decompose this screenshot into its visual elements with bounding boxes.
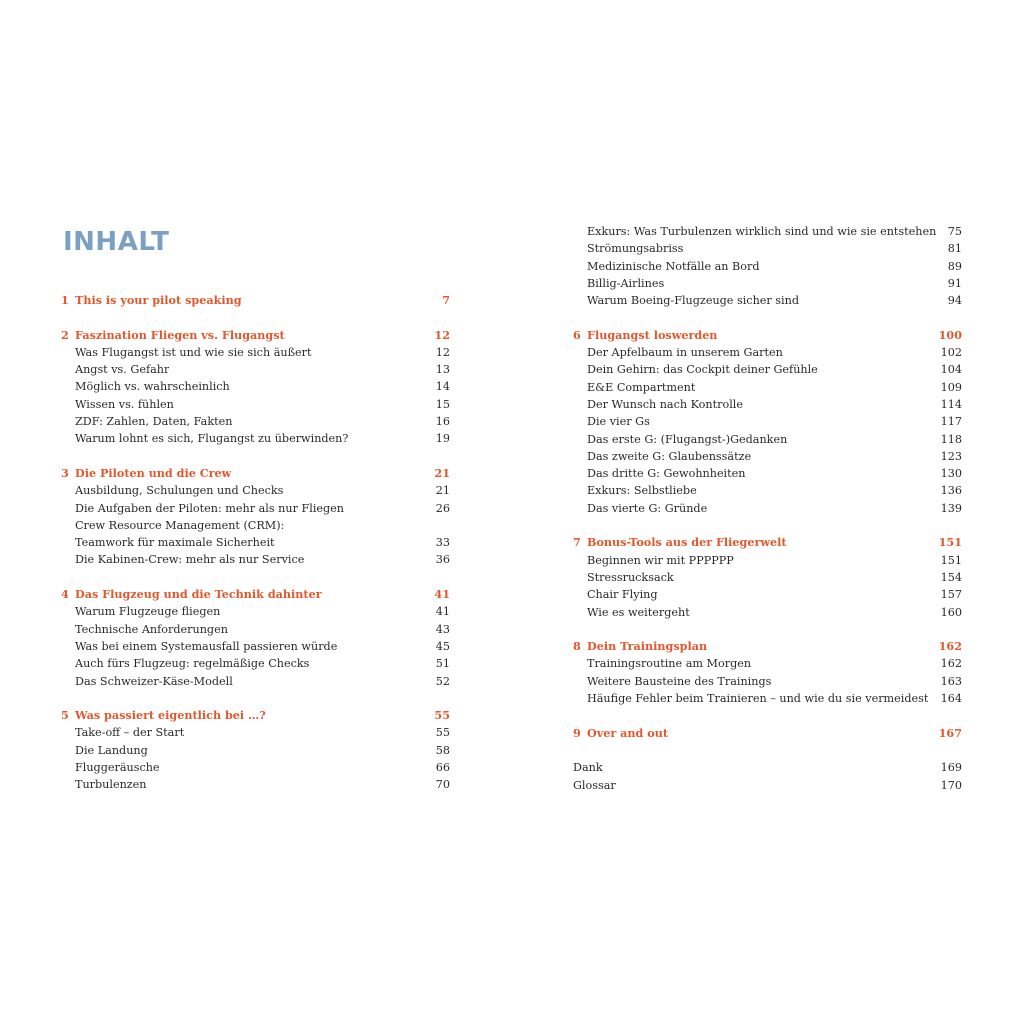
entry-page: 169 bbox=[940, 761, 962, 775]
entry-page: 91 bbox=[947, 276, 962, 290]
entry-title: Trainingsroutine am Morgen bbox=[587, 657, 752, 671]
toc-entry bbox=[61, 344, 450, 361]
toc-section bbox=[573, 725, 962, 742]
toc-section bbox=[61, 292, 450, 309]
chapter-page: 12 bbox=[434, 327, 450, 342]
chapter-number: 6 bbox=[573, 327, 581, 342]
entry-page: 36 bbox=[435, 553, 450, 567]
entry-page: 154 bbox=[940, 570, 962, 584]
entry-page: 45 bbox=[435, 639, 450, 653]
toc-section bbox=[61, 465, 450, 569]
toc-entry bbox=[61, 621, 450, 638]
chapter-page: 7 bbox=[442, 293, 450, 307]
entry-title: Chair Flying bbox=[587, 588, 658, 602]
entry-page: 12 bbox=[435, 345, 450, 359]
entry-page: 15 bbox=[435, 397, 450, 411]
entry-title: Auch fürs Flugzeug: regelmäßige Checks bbox=[75, 657, 310, 671]
entry-page: 162 bbox=[940, 657, 962, 671]
entry-page: 75 bbox=[947, 225, 962, 238]
entry-page: 130 bbox=[940, 467, 962, 481]
chapter-page: 100 bbox=[938, 327, 962, 342]
entry-title: Das erste G: (Flugangst-)Gedanken bbox=[587, 432, 788, 446]
toc-entry bbox=[61, 361, 450, 378]
chapter-heading bbox=[573, 534, 962, 551]
entry-page: 117 bbox=[940, 415, 962, 429]
toc-entry bbox=[573, 655, 962, 672]
entry-title: Dank bbox=[573, 761, 603, 775]
entry-page: 118 bbox=[940, 432, 962, 446]
toc-entry bbox=[61, 500, 450, 517]
toc-entry bbox=[573, 552, 962, 569]
toc-section bbox=[573, 534, 962, 620]
toc-entry bbox=[573, 465, 962, 482]
toc-section bbox=[573, 327, 962, 517]
toc-entry bbox=[573, 379, 962, 396]
toc-section-continued bbox=[573, 223, 962, 309]
chapter-title: This is your pilot speaking bbox=[75, 293, 242, 307]
entry-page: 55 bbox=[435, 726, 450, 740]
toc-entry bbox=[61, 517, 450, 534]
toc-entry bbox=[61, 534, 450, 551]
toc-entry bbox=[573, 690, 962, 707]
toc-entry bbox=[573, 240, 962, 257]
entry-title: Stressrucksack bbox=[587, 570, 674, 584]
entry-page: 43 bbox=[435, 622, 450, 636]
toc-entry bbox=[573, 500, 962, 517]
toc-entry bbox=[573, 759, 962, 776]
toc-entry bbox=[61, 655, 450, 672]
toc-section bbox=[61, 707, 450, 793]
entry-page: 16 bbox=[435, 415, 450, 429]
toc-entry bbox=[61, 396, 450, 413]
chapter-heading bbox=[61, 327, 450, 344]
entry-title: Fluggeräusche bbox=[75, 761, 160, 775]
entry-title: Ausbildung, Schulungen und Checks bbox=[75, 484, 284, 498]
toc-entry bbox=[61, 430, 450, 447]
entry-title: Möglich vs. wahrscheinlich bbox=[75, 380, 230, 394]
entry-title: Technische Anforderungen bbox=[75, 622, 228, 636]
entry-page: 81 bbox=[947, 242, 962, 256]
toc-entry bbox=[573, 292, 962, 309]
entry-title: Warum Flugzeuge fliegen bbox=[75, 605, 221, 619]
chapter-number: 3 bbox=[61, 465, 69, 480]
toc-entry bbox=[61, 759, 450, 776]
entry-title: Die Kabinen-Crew: mehr als nur Service bbox=[75, 553, 305, 567]
chapter-number: 5 bbox=[61, 708, 69, 723]
toc-section bbox=[61, 586, 450, 690]
chapter-title: Was passiert eigentlich bei …? bbox=[75, 708, 266, 723]
entry-title: Weitere Bausteine des Trainings bbox=[587, 674, 772, 688]
entry-title: E&E Compartment bbox=[587, 380, 696, 394]
entry-page: 114 bbox=[940, 397, 962, 411]
entry-page: 102 bbox=[940, 346, 962, 360]
entry-page: 51 bbox=[435, 657, 450, 671]
toc-entry bbox=[573, 396, 962, 413]
chapter-title: Faszination Fliegen vs. Flugangst bbox=[75, 327, 285, 342]
entry-title: Wissen vs. fühlen bbox=[75, 397, 174, 411]
entry-title: Der Apfelbaum in unserem Garten bbox=[587, 346, 783, 360]
entry-title: Das zweite G: Glaubenssätze bbox=[587, 449, 752, 463]
toc-entry bbox=[573, 604, 962, 621]
toc-entry bbox=[573, 361, 962, 378]
toc-section bbox=[573, 638, 962, 707]
chapter-title: Das Flugzeug und die Technik dahinter bbox=[75, 587, 322, 602]
entry-page: 139 bbox=[940, 501, 962, 515]
toc-entry bbox=[573, 223, 962, 240]
chapter-heading bbox=[573, 638, 962, 655]
toc-entry bbox=[573, 431, 962, 448]
entry-page: 151 bbox=[940, 553, 962, 567]
chapter-number: 1 bbox=[61, 293, 69, 307]
toc-entry bbox=[61, 482, 450, 499]
entry-title: Exkurs: Selbstliebe bbox=[587, 484, 697, 498]
entry-page: 136 bbox=[940, 484, 962, 498]
chapter-heading bbox=[573, 327, 962, 344]
chapter-heading bbox=[573, 725, 962, 742]
toc-entry bbox=[61, 673, 450, 690]
toc-left-column bbox=[61, 292, 450, 811]
entry-title: Die Aufgaben der Piloten: mehr als nur Fliegen bbox=[75, 501, 345, 515]
chapter-heading bbox=[61, 586, 450, 603]
entry-title: Die Landung bbox=[75, 743, 148, 757]
entry-page: 52 bbox=[435, 674, 450, 688]
entry-title: Teamwork für maximale Sicherheit bbox=[75, 536, 275, 550]
toc-entry bbox=[573, 586, 962, 603]
chapter-number: 4 bbox=[61, 587, 69, 602]
toc-entry bbox=[61, 776, 450, 793]
entry-title: Medizinische Notfälle an Bord bbox=[587, 259, 760, 273]
entry-page: 163 bbox=[940, 674, 962, 688]
entry-page: 123 bbox=[940, 449, 962, 463]
chapter-page: 167 bbox=[938, 725, 962, 740]
toc-entry bbox=[61, 413, 450, 430]
entry-page: 164 bbox=[940, 692, 962, 706]
chapter-heading bbox=[61, 465, 450, 482]
entry-page: 170 bbox=[940, 778, 962, 792]
chapter-number: 2 bbox=[61, 327, 69, 342]
entry-title: Warum Boeing-Flugzeuge sicher sind bbox=[587, 294, 799, 308]
entry-page: 33 bbox=[435, 536, 450, 550]
entry-page: 58 bbox=[435, 743, 450, 757]
chapter-page: 41 bbox=[434, 587, 450, 602]
entry-page: 109 bbox=[940, 380, 962, 394]
entry-title: ZDF: Zahlen, Daten, Fakten bbox=[75, 415, 233, 429]
entry-title: Die vier Gs bbox=[587, 415, 650, 429]
toc-entry bbox=[573, 258, 962, 275]
toc-entry bbox=[573, 482, 962, 499]
chapter-number: 9 bbox=[573, 725, 581, 740]
chapter-heading bbox=[61, 707, 450, 724]
entry-page: 160 bbox=[940, 605, 962, 619]
entry-title: Beginnen wir mit PPPPPP bbox=[587, 553, 734, 567]
entry-page: 66 bbox=[435, 761, 450, 775]
toc-entry bbox=[61, 742, 450, 759]
toc-entry bbox=[61, 724, 450, 741]
toc-entry bbox=[573, 673, 962, 690]
entry-title: Was Flugangst ist und wie sie sich äußert bbox=[75, 345, 312, 359]
entry-title: Wie es weitergeht bbox=[587, 605, 690, 619]
entry-title: Das vierte G: Gründe bbox=[587, 501, 708, 515]
entry-title: Warum lohnt es sich, Flugangst zu überwinden? bbox=[75, 432, 349, 446]
page-title: INHALT bbox=[63, 227, 170, 257]
chapter-title: Flugangst loswerden bbox=[587, 327, 718, 342]
chapter-title: Over and out bbox=[587, 725, 669, 740]
entry-page: 14 bbox=[435, 380, 450, 394]
entry-title: Strömungsabriss bbox=[587, 242, 684, 256]
toc-entry bbox=[573, 413, 962, 430]
entry-page: 104 bbox=[940, 363, 962, 377]
entry-title: Crew Resource Management (CRM): bbox=[75, 518, 285, 532]
toc-entry bbox=[61, 551, 450, 568]
toc-entry bbox=[573, 569, 962, 586]
entry-page: 94 bbox=[947, 294, 962, 308]
toc-entry bbox=[573, 275, 962, 292]
entry-page: 13 bbox=[435, 363, 450, 377]
chapter-page: 21 bbox=[434, 465, 450, 480]
toc-entry bbox=[61, 638, 450, 655]
entry-title: Häufige Fehler beim Trainieren – und wie du sie vermeidest bbox=[587, 692, 929, 706]
entry-page: 89 bbox=[947, 259, 962, 273]
chapter-page: 55 bbox=[434, 708, 450, 723]
entry-title: Glossar bbox=[573, 778, 616, 792]
toc-entry bbox=[573, 344, 962, 361]
toc-right-column bbox=[573, 223, 962, 811]
toc-section bbox=[61, 327, 450, 448]
chapter-number: 8 bbox=[573, 639, 581, 654]
entry-title: Angst vs. Gefahr bbox=[75, 363, 170, 377]
entry-title: Turbulenzen bbox=[75, 778, 147, 792]
entry-title: Das dritte G: Gewohnheiten bbox=[587, 467, 746, 481]
chapter-number: 7 bbox=[573, 535, 581, 550]
toc-entry bbox=[61, 603, 450, 620]
entry-page: 70 bbox=[435, 778, 450, 792]
chapter-heading bbox=[61, 292, 450, 309]
entry-title: Dein Gehirn: das Cockpit deiner Gefühle bbox=[587, 363, 818, 377]
entry-title: Take-off – der Start bbox=[75, 726, 185, 740]
entry-page: 26 bbox=[435, 501, 450, 515]
entry-page: 19 bbox=[435, 432, 450, 446]
entry-page: 21 bbox=[435, 484, 450, 498]
entry-title: Billig-Airlines bbox=[587, 276, 665, 290]
entry-title: Das Schweizer-Käse-Modell bbox=[75, 674, 233, 688]
entry-title: Exkurs: Was Turbulenzen wirklich sind und wie sie entstehen bbox=[587, 225, 937, 238]
back-matter bbox=[573, 759, 962, 794]
entry-page: 157 bbox=[940, 588, 962, 602]
chapter-title: Dein Trainingsplan bbox=[587, 639, 708, 654]
chapter-title: Bonus-Tools aus der Fliegerwelt bbox=[587, 535, 787, 550]
chapter-page: 162 bbox=[938, 639, 962, 654]
toc-entry bbox=[61, 378, 450, 395]
toc-entry bbox=[573, 777, 962, 794]
entry-title: Der Wunsch nach Kontrolle bbox=[587, 397, 743, 411]
toc-entry bbox=[573, 448, 962, 465]
entry-page: 41 bbox=[435, 605, 450, 619]
chapter-title: Die Piloten und die Crew bbox=[75, 465, 232, 480]
entry-title: Was bei einem Systemausfall passieren würde bbox=[75, 639, 338, 653]
chapter-page: 151 bbox=[938, 535, 962, 550]
